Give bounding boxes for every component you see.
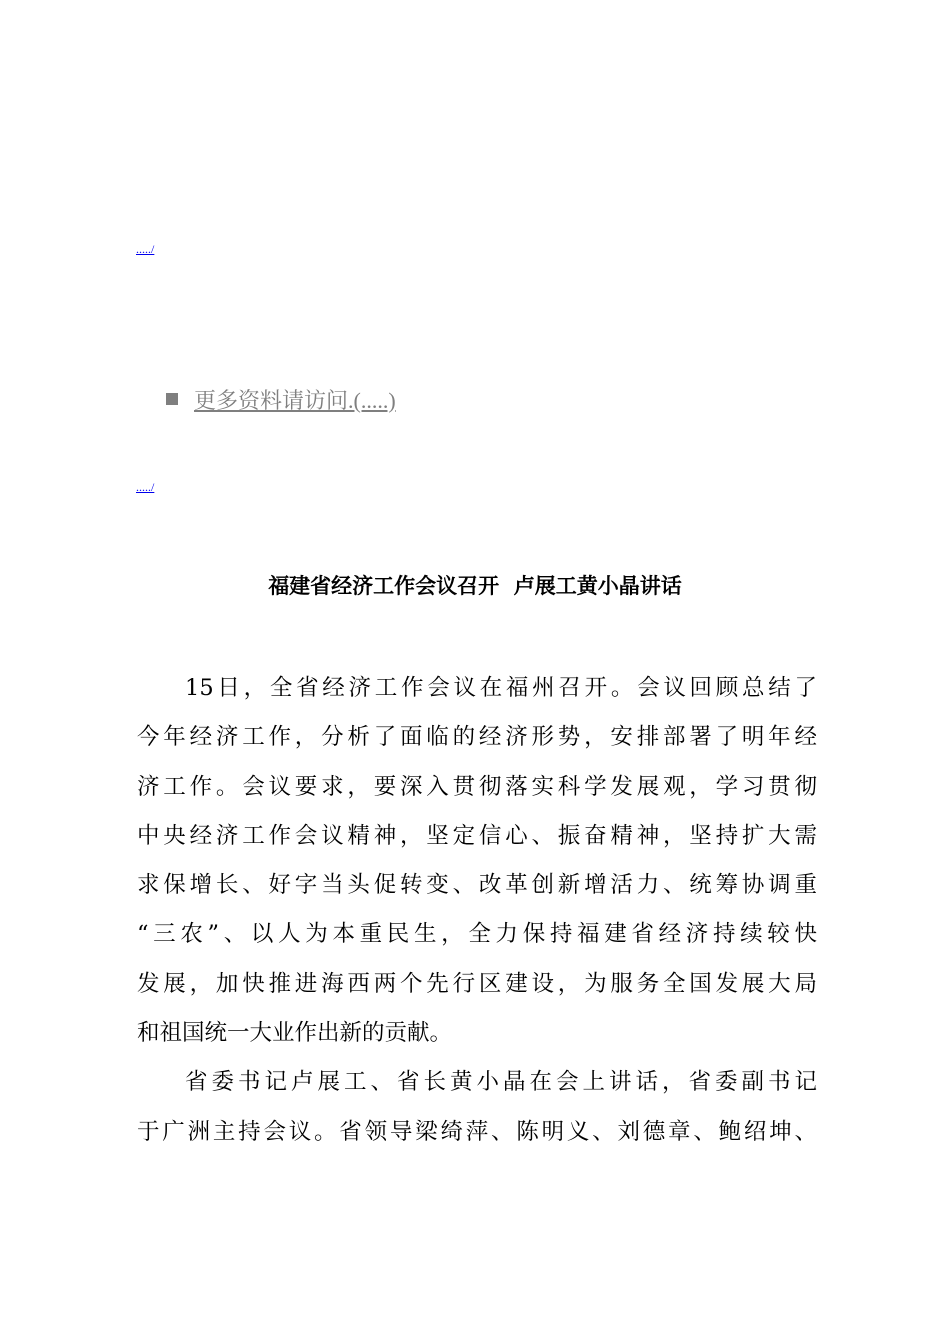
paragraph-line: 省委书记卢展工、省长黄小晶在会上讲话，省委副书记 (185, 1069, 817, 1096)
paragraph-line: “三农”、以人为本重民生，全力保持福建省经济持续较快 (137, 921, 817, 948)
more-info-link[interactable]: 更多资料请访问.(.....) (194, 387, 396, 413)
mid-link[interactable]: ...../ (136, 480, 155, 494)
paragraph-line: 和祖国统一大业作出新的贡献。 (137, 1020, 453, 1047)
paragraph-line: 于广洲主持会议。省领导梁绮萍、陈明义、刘德章、鲍绍坤、 (137, 1118, 817, 1145)
square-bullet-icon (166, 393, 178, 405)
paragraph-line: 发展，加快推进海西两个先行区建设，为服务全国发展大局 (137, 970, 817, 997)
article-title: 福建省经济工作会议召开 卢展工黄小晶讲话 (268, 574, 682, 598)
paragraph-2 (137, 1058, 817, 1157)
paragraph-line: 求保增长、好字当头促转变、改革创新增活力、统筹协调重 (137, 872, 817, 899)
paragraph-line: 15日，全省经济工作会议在福州召开。会议回顾总结了 (185, 675, 817, 701)
paragraph-line: 中央经济工作会议精神，坚定信心、振奋精神，坚持扩大需 (137, 822, 817, 849)
more-info-row (166, 384, 396, 414)
article-body (137, 664, 817, 1157)
paragraph-line: 今年经济工作，分析了面临的经济形势，安排部署了明年经 (137, 724, 817, 751)
paragraph-line: 济工作。会议要求，要深入贯彻落实科学发展观，学习贯彻 (137, 773, 817, 800)
paragraph-1 (137, 664, 817, 1058)
top-link[interactable]: ...../ (136, 242, 155, 256)
